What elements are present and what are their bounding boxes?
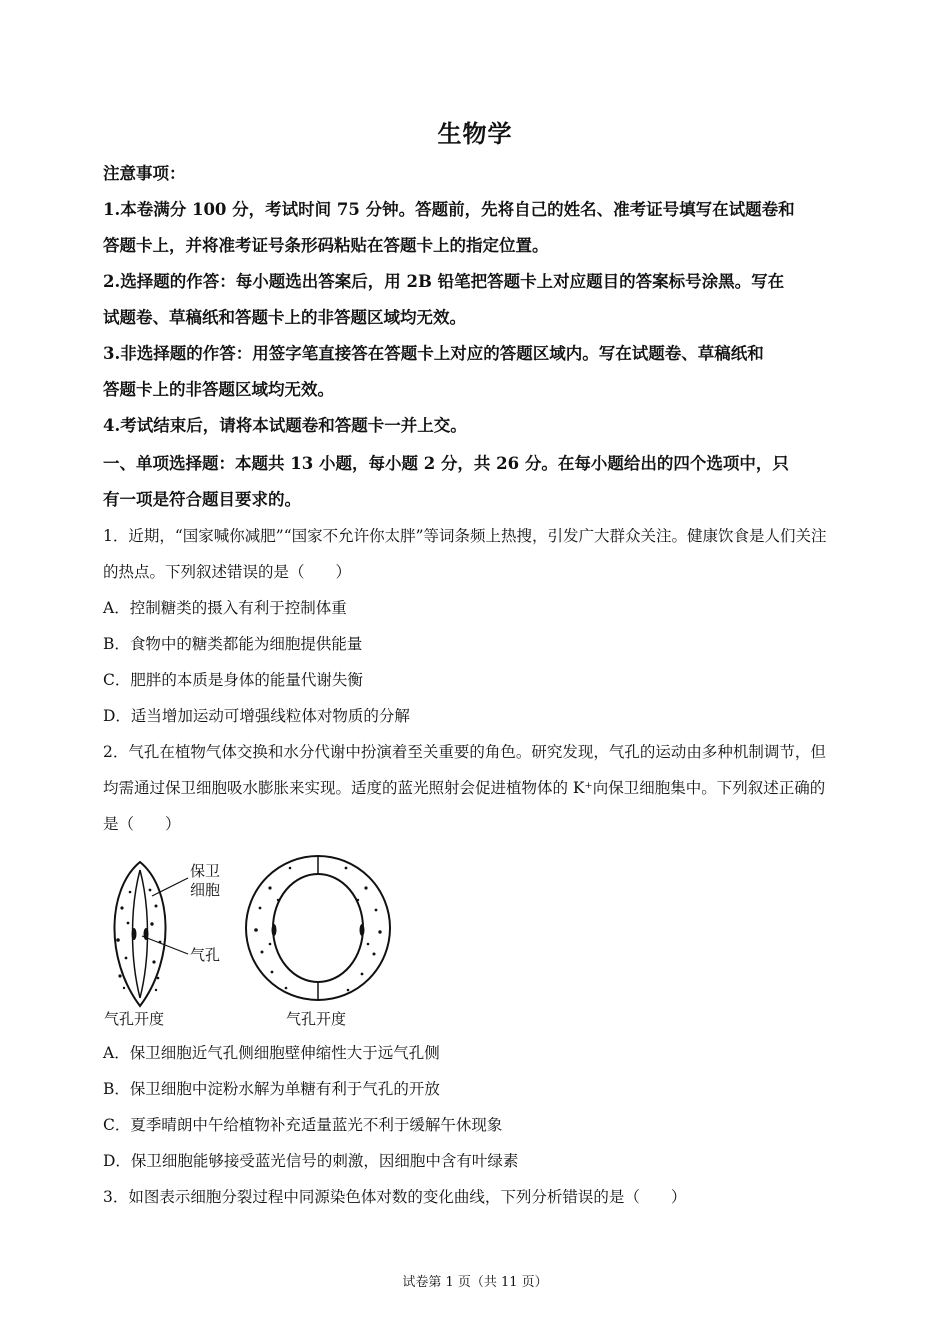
stomata-figure — [100, 848, 420, 1030]
notice-line: 答题卡上，并将准考证号条形码粘贴在答题卡上的指定位置。 — [103, 236, 549, 255]
page-footer: 试卷第 1 页（共 11 页） — [402, 1275, 548, 1290]
open-stoma-granules — [254, 867, 381, 992]
label-pore: 气孔 — [190, 946, 221, 964]
question-3-stem: 3．如图表示细胞分裂过程中同源染色体对数的变化曲线，下列分析错误的是（ ） — [103, 1188, 687, 1206]
question-2-stem: 2．气孔在植物气体交换和水分代谢中扮演着至关重要的角色。研究发现，气孔的运动由多种机制调节，但 — [103, 743, 826, 761]
question-1-stem: 的热点。下列叙述错误的是（ ） — [103, 563, 352, 581]
notice-line: 试题卷、草稿纸和答题卡上的非答题区域均无效。 — [103, 308, 466, 327]
question-2-stem: 均需通过保卫细胞吸水膨胀来实现。适度的蓝光照射会促进植物体的 K⁺向保卫细胞集中。下列叙述正确的 — [103, 779, 826, 797]
question-1-option-d: D．适当增加运动可增强线粒体对物质的分解 — [103, 707, 410, 725]
closed-stoma — [114, 862, 165, 1006]
section-heading: 一、单项选择题：本题共 13 小题，每小题 2 分，共 26 分。在每小题给出的四个选项中，只 — [103, 454, 789, 473]
question-1-option-c: C．肥胖的本质是身体的能量代谢失衡 — [103, 671, 363, 689]
caption-open: 气孔开度 — [286, 1010, 347, 1028]
section-heading: 有一项是符合题目要求的。 — [103, 490, 301, 509]
notice-heading: 注意事项： — [103, 164, 186, 183]
notice-line: 4.考试结束后，请将本试题卷和答题卡一并上交。 — [103, 416, 467, 435]
notice-line: 2.选择题的作答：每小题选出答案后，用 2B 铅笔把答题卡上对应题目的答案标号涂黑。写在 — [103, 272, 785, 291]
question-1-option-a: A．控制糖类的摄入有利于控制体重 — [103, 599, 347, 617]
question-1-option-b: B．食物中的糖类都能为细胞提供能量 — [103, 635, 363, 653]
notice-line: 答题卡上的非答题区域均无效。 — [103, 380, 334, 399]
question-2-option-c: C．夏季晴朗中午给植物补充适量蓝光不利于缓解午休现象 — [103, 1116, 503, 1134]
notice-line: 3.非选择题的作答：用签字笔直接答在答题卡上对应的答题区域内。写在试题卷、草稿纸和 — [103, 344, 764, 363]
page-title: 生物学 — [437, 119, 513, 148]
question-1-stem: 1．近期，“国家喊你减肥”“国家不允许你太胖”等词条频上热搜，引发广大群众关注。健康饮食是人们关注 — [103, 527, 827, 545]
question-2-option-d: D．保卫细胞能够接受蓝光信号的刺激，因细胞中含有叶绿素 — [103, 1152, 519, 1170]
question-2-stem: 是（ ） — [103, 815, 181, 833]
question-2-option-b: B．保卫细胞中淀粉水解为单糖有利于气孔的开放 — [103, 1080, 440, 1098]
caption-closed: 气孔开度 — [104, 1010, 165, 1028]
label-guard-cell-1: 保卫 — [190, 862, 221, 880]
label-guard-cell-2: 细胞 — [190, 881, 221, 899]
notice-line: 1.本卷满分 100 分，考试时间 75 分钟。答题前，先将自己的姓名、准考证号填写在试题卷和 — [103, 200, 795, 219]
question-2-option-a: A．保卫细胞近气孔侧细胞壁伸缩性大于远气孔侧 — [103, 1044, 440, 1062]
open-stoma — [246, 856, 390, 1000]
